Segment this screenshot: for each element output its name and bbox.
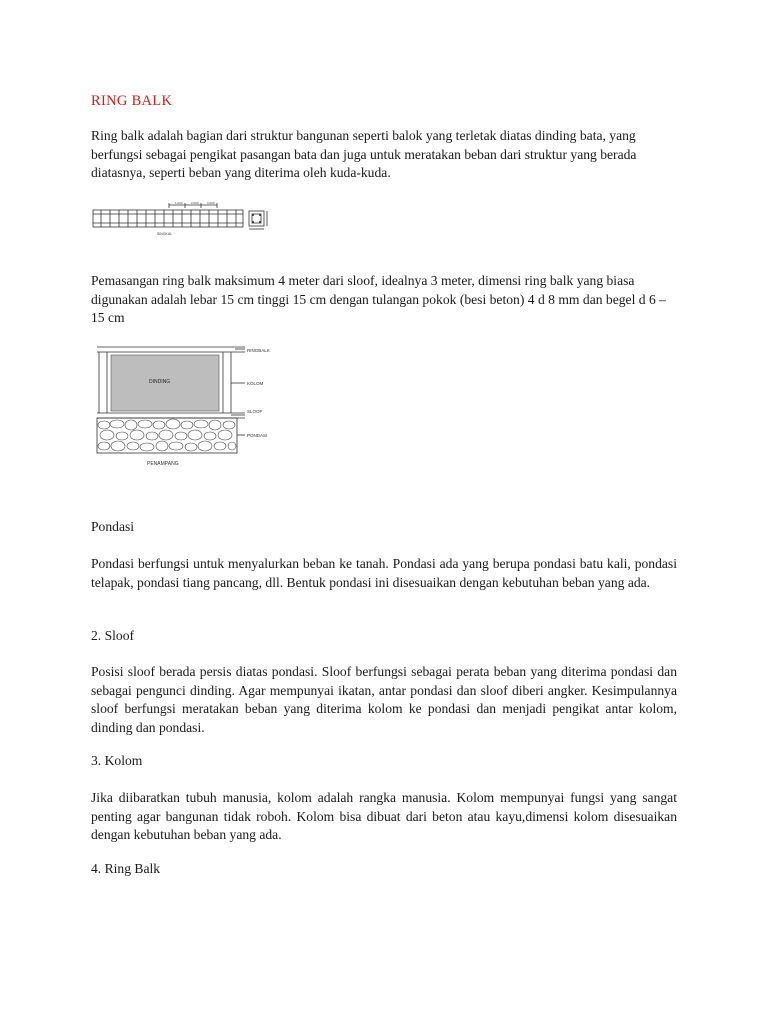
- figure1-label: SINGKAL: [157, 232, 173, 236]
- section-body-sloof: Posisi sloof berada persis diatas pondasi. Sloof berfungsi sebagai perata beban yang diterima pondasi dan sebagai pengunci dinding. Agar mempunyai ikatan, antar pondasi dan sloof diberi angker. Kesimpulannya sloof berfungsi meratakan beban yang diterima kolom ke pondasi dan menjadi pengikat antar kolom, dinding dan pondasi.: [91, 664, 677, 735]
- sloof-label: SLOOF: [247, 409, 263, 414]
- dimension-label-2: 2.000: [191, 201, 199, 205]
- section-heading-kolom: 3. Kolom: [91, 753, 143, 768]
- section-heading-sloof: 2. Sloof: [91, 628, 135, 643]
- section-heading-ringbalk: 4. Ring Balk: [91, 861, 161, 876]
- kolom-label: KOLOM: [247, 381, 264, 386]
- dimension-label-3: 3.000: [207, 201, 215, 205]
- ringbalk-elevation-figure: [91, 201, 286, 241]
- pondasi-label: PONDASI: [247, 433, 268, 438]
- section-body-pondasi: Pondasi berfungsi untuk menyalurkan beban ke tanah. Pondasi ada yang berupa pondasi batu kali, pondasi telapak, pondasi tiang pancang, dll. Bentuk pondasi ini disesuaikan dengan kebutuhan beban yang ada.: [91, 556, 677, 590]
- cross-section-figure: [95, 343, 285, 473]
- figure2-caption: PENAMPANG: [147, 461, 179, 467]
- section-heading-pondasi: Pondasi: [91, 519, 135, 534]
- intro-paragraph: Ring balk adalah bagian dari struktur bangunan seperti balok yang terletak diatas dinding bata, yang berfungsi sebagai pengikat pasangan bata dan juga untuk meratakan beban dari struktur yang berada diatasnya, seperti beban yang diterima oleh kuda-kuda.: [91, 128, 637, 180]
- ringbalk-label: RINGBALK: [247, 348, 270, 353]
- document-title: RING BALK: [91, 93, 173, 109]
- section-body-kolom: Jika diibaratkan tubuh manusia, kolom adalah rangka manusia. Kolom mempunyai fungsi yang sangat penting agar bangunan tidak roboh. Kolom bisa dibuat dari beton atau kayu,dimensi kolom disesuaikan dengan kebutuhan beban yang ada.: [91, 790, 677, 842]
- wall-label: DINDING: [149, 379, 171, 385]
- installation-paragraph: Pemasangan ring balk maksimum 4 meter dari sloof, idealnya 3 meter, dimensi ring balk yang biasa digunakan adalah lebar 15 cm tinggi 15 cm dengan tulangan pokok (besi beton) 4 d 8 mm dan begel d 6 – 15 cm: [91, 273, 666, 325]
- dimension-label-1: 1.000: [175, 201, 183, 205]
